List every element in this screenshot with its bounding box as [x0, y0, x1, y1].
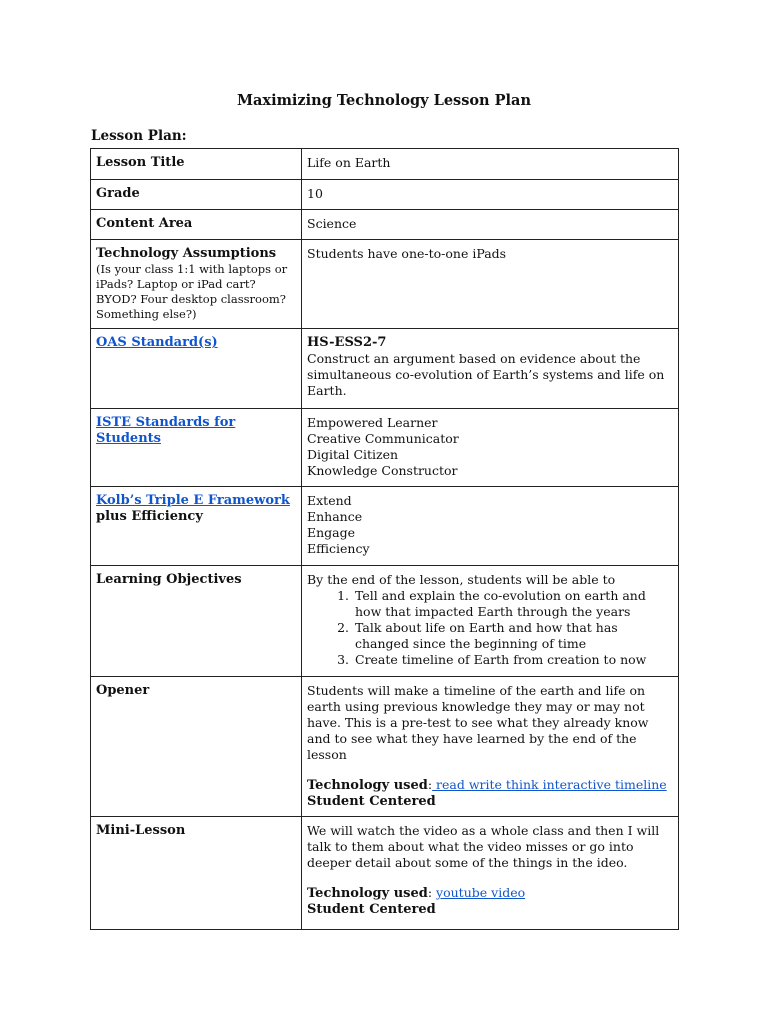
grade-value: 10 — [302, 180, 679, 210]
oas-description: Construct an argument based on evidence about the simultaneous co-evolution of Earth’s systems and life on Earth. — [307, 351, 665, 398]
mini-lesson-tech-colon: : — [427, 885, 437, 900]
mini-lesson-centered: Student Centered — [307, 902, 436, 917]
opener-tech-link[interactable]: read write think interactive timeline — [432, 777, 667, 792]
iste-label-cell — [91, 409, 302, 487]
opener-tech-label: Technology used — [307, 778, 428, 793]
table-row — [91, 149, 679, 180]
list-item: Digital Citizen — [307, 447, 399, 462]
oas-value-cell — [302, 329, 679, 409]
lesson-plan-table — [90, 148, 679, 930]
oas-label-cell — [91, 329, 302, 409]
kolb-value-cell — [302, 487, 679, 566]
grade-label: Grade — [91, 180, 302, 210]
objectives-intro: By the end of the lesson, students will be able to — [307, 572, 616, 587]
kolb-label-rest: plus Efficiency — [96, 509, 203, 524]
mini-lesson-label: Mini-Lesson — [91, 817, 302, 930]
tech-assumptions-cell — [91, 240, 302, 329]
lesson-title-value: Life on Earth — [302, 149, 679, 180]
list-item: Knowledge Constructor — [307, 463, 458, 478]
list-item: 1. Tell and explain the co-evolution on earth and how that impacted Earth through the years — [353, 588, 673, 620]
list-item: Enhance — [307, 509, 363, 524]
list-item: Extend — [307, 493, 352, 508]
objectives-list — [307, 588, 673, 668]
table-row — [91, 817, 679, 930]
opener-value-cell — [302, 677, 679, 817]
mini-lesson-text: We will watch the video as a whole class and then I will talk to them about what the video misses or go into deeper detail about some of the things in the ideo. — [307, 823, 660, 870]
list-item: Empowered Learner — [307, 415, 438, 430]
iste-value-cell — [302, 409, 679, 487]
oas-standards-link[interactable]: OAS Standard(s) — [96, 335, 218, 350]
list-item: Engage — [307, 525, 356, 540]
content-area-value: Science — [302, 210, 679, 240]
table-row — [91, 677, 679, 817]
oas-code: HS-ESS2-7 — [307, 335, 387, 350]
tech-assumptions-label: Technology Assumptions — [96, 246, 277, 261]
table-row — [91, 329, 679, 409]
mini-lesson-tech-label: Technology used — [307, 886, 428, 901]
iste-standards-link[interactable]: ISTE Standards for Students — [96, 415, 236, 446]
list-item: 2. Talk about life on Earth and how that has changed since the beginning of time — [353, 620, 673, 652]
tech-assumptions-note: (Is your class 1:1 with laptops or iPads? Laptop or iPad cart? BYOD? Four desktop classroom? Something else?) — [96, 262, 288, 321]
page-title: Maximizing Technology Lesson Plan — [236, 92, 531, 109]
kolb-framework-link[interactable]: Kolb’s Triple E Framework — [96, 493, 290, 508]
mini-lesson-value-cell — [302, 817, 679, 930]
list-item: 3. Create timeline of Earth from creation to now — [353, 652, 673, 668]
table-row — [91, 409, 679, 487]
table-row — [91, 566, 679, 677]
opener-tech-colon: : — [427, 777, 433, 792]
objectives-label: Learning Objectives — [91, 566, 302, 677]
opener-text: Students will make a timeline of the earth and life on earth using previous knowledge they may or may not have. This is a pre-test to see what they already know and to see what they have learned by the end of the lesson — [307, 683, 649, 762]
lesson-title-label: Lesson Title — [91, 149, 302, 180]
table-row — [91, 240, 679, 329]
opener-label: Opener — [91, 677, 302, 817]
opener-centered: Student Centered — [307, 794, 436, 809]
kolb-label-cell — [91, 487, 302, 566]
mini-lesson-tech-link[interactable]: youtube video — [436, 885, 526, 900]
section-label: Lesson Plan: — [91, 128, 187, 144]
table-row — [91, 487, 679, 566]
list-item: Creative Communicator — [307, 431, 459, 446]
table-row — [91, 180, 679, 210]
list-item: Efficiency — [307, 541, 370, 556]
tech-assumptions-value: Students have one-to-one iPads — [302, 240, 679, 329]
table-row — [91, 210, 679, 240]
objectives-value-cell — [302, 566, 679, 677]
content-area-label: Content Area — [91, 210, 302, 240]
